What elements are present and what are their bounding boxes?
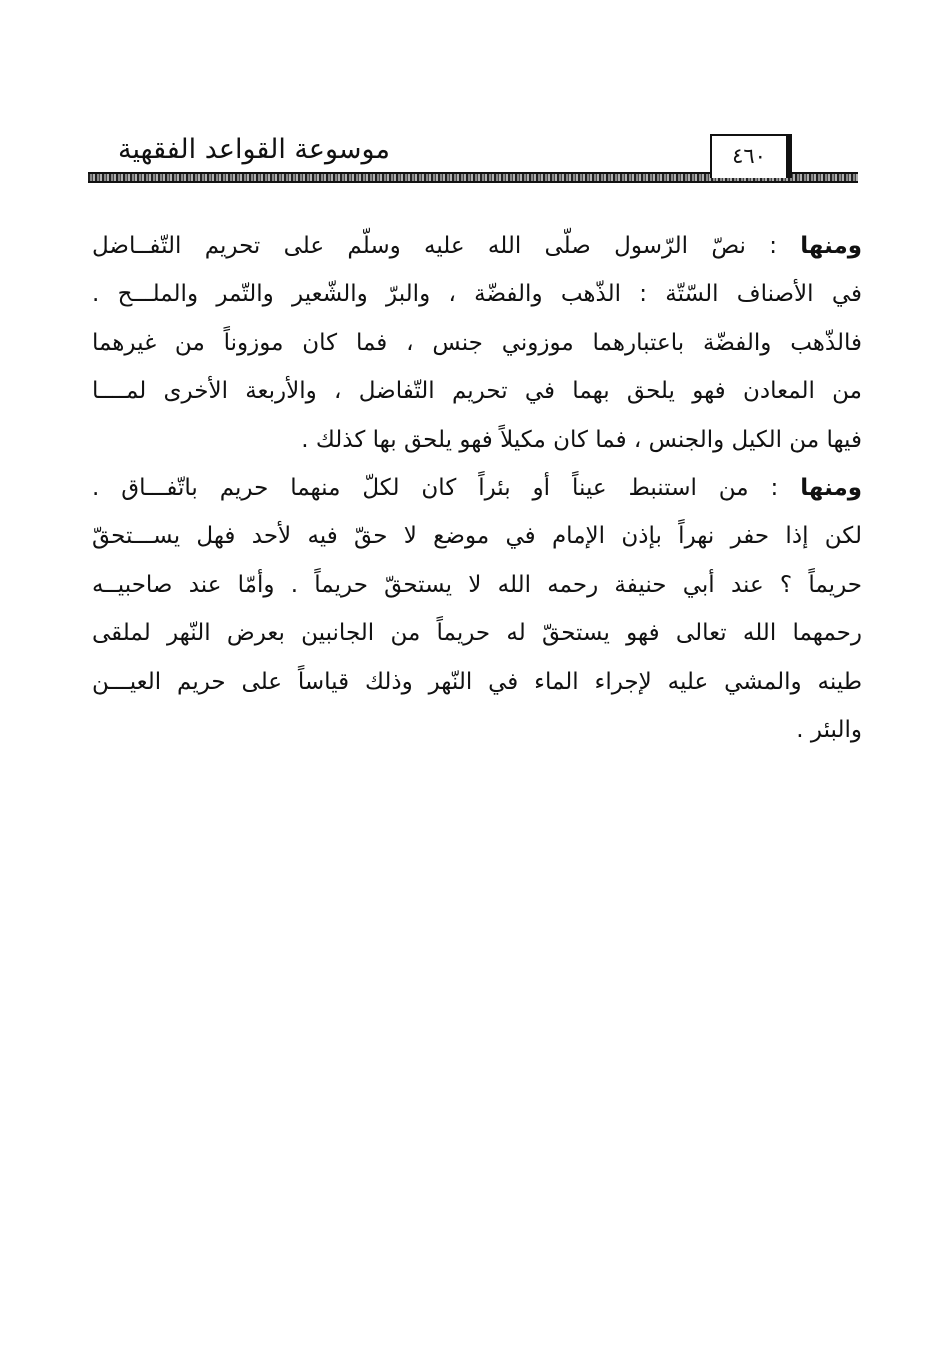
text-line: رحمهما الله تعالى فهو يستحقّ له حريماً من الجانبين بعرض النّهر لملقى [92, 620, 862, 647]
body-text [92, 222, 862, 754]
lead-word: ومنها [800, 475, 862, 502]
text-line: لكن إذا حفر نهراً بإذن الإمام في موضع لا حقّ فيه لأحد فهل يســـتحقّ [92, 523, 862, 550]
text-line: ومنها : نصّ الرّسول صلّى الله عليه وسلّم على تحريم التّفــاضل [92, 233, 862, 259]
text-line: والبئر . [796, 717, 862, 744]
text-line: حريماً ؟ عند أبي حنيفة رحمه الله لا يستحقّ حريماً . وأمّا عند صاحبيــه [92, 571, 862, 598]
paragraph [92, 222, 862, 464]
running-title: موسوعة القواعد الفقهية [118, 134, 390, 165]
paragraph [92, 464, 862, 754]
text-line: من المعادن فهو يلحق بهما في تحريم التّفاضل ، والأربعة الأخرى لمــــا [92, 378, 862, 405]
text-line: في الأصناف السّتّة : الذّهب والفضّة ، والبرّ والشّعير والتّمر والملـــح . [92, 281, 862, 308]
text-line: فيها من الكيل والجنس ، فما كان مكيلاً فهو يلحق بها كذلك . [301, 426, 862, 453]
text-line: ومنها : من استنبط عيناً أو بئراً كان لكلّ منهما حريم باتّفـــاق . [92, 475, 862, 502]
text-line: فالذّهب والفضّة باعتبارهما موزوني جنس ، فما كان موزوناً من غيرهما [92, 329, 862, 356]
page-number: ٤٦٠ [710, 134, 792, 178]
page-header [88, 128, 858, 184]
lead-word: ومنها [800, 233, 862, 259]
text-line: طينه والمشي عليه لإجراء الماء في النّهر وذلك قياساً على حريم العيـــن [92, 668, 862, 695]
